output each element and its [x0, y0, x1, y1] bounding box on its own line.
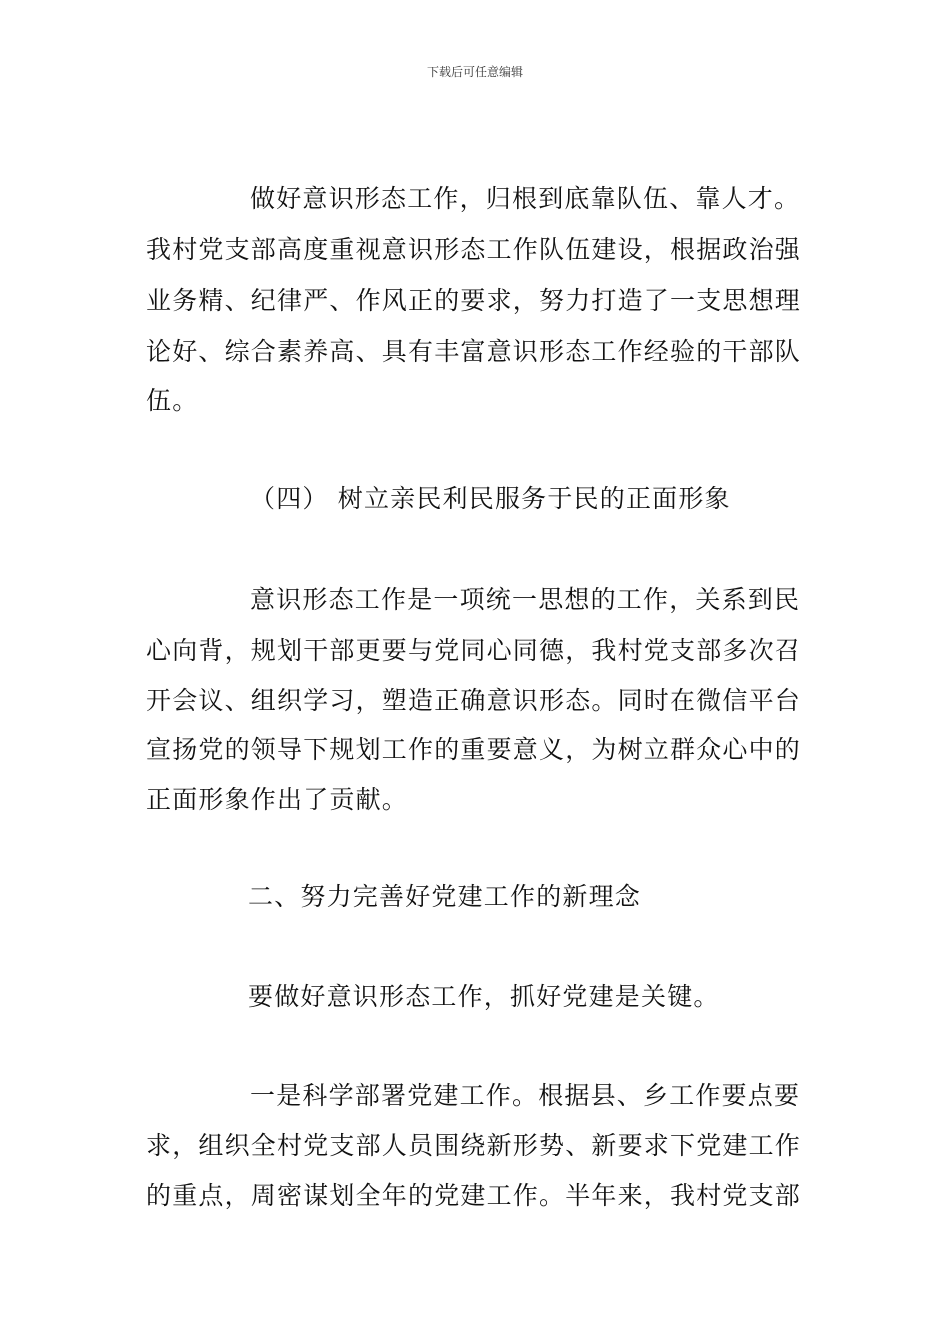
- paragraph-line: 伍。: [146, 386, 199, 415]
- paragraph-line: 要做好意识形态工作，抓好党建是关键。: [248, 982, 720, 1011]
- paragraph-line: 业务精、纪律严、作风正的要求，努力打造了一支思想理: [146, 286, 802, 315]
- paragraph-line: 求，组织全村党支部人员围绕新形势、新要求下党建工作: [146, 1131, 802, 1160]
- paragraph-line: 做好意识形态工作，归根到底靠队伍、靠人才。: [250, 184, 801, 213]
- paragraph-line: 我村党支部高度重视意识形态工作队伍建设，根据政治强: [146, 235, 802, 264]
- section-heading: 二、努力完善好党建工作的新理念: [248, 882, 642, 911]
- paragraph-line: 正面形象作出了贡献。: [146, 785, 409, 814]
- page-header: 下载后可任意编辑: [426, 65, 523, 79]
- paragraph-line: 论好、综合素养高、具有丰富意识形态工作经验的干部队: [146, 337, 802, 366]
- section-heading: （四） 树立亲民利民服务于民的正面形象: [250, 484, 731, 513]
- paragraph-line: 的重点，周密谋划全年的党建工作。半年来，我村党支部: [146, 1181, 802, 1210]
- paragraph-line: 心向背，规划干部更要与党同心同德，我村党支部多次召: [146, 636, 802, 665]
- paragraph-line: 开会议、组织学习，塑造正确意识形态。同时在微信平台: [146, 686, 802, 715]
- paragraph-line: 宣扬党的领导下规划工作的重要意义，为树立群众心中的: [146, 735, 802, 764]
- paragraph-line: 意识形态工作是一项统一思想的工作，关系到民: [250, 585, 801, 614]
- paragraph-line: 一是科学部署党建工作。根据县、乡工作要点要: [250, 1081, 801, 1110]
